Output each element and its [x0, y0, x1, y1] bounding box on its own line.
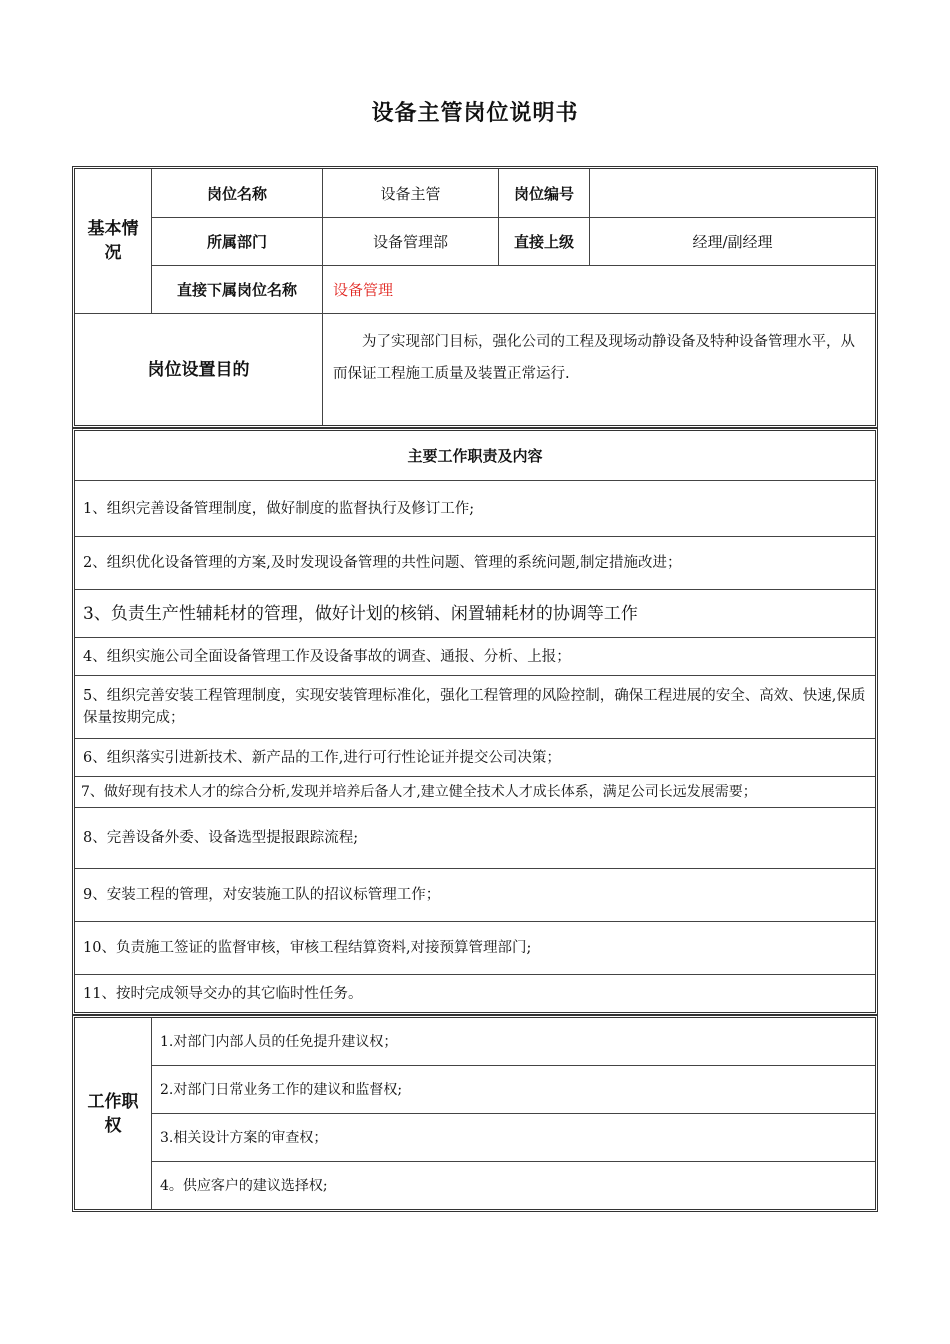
basic-section-label-text: 基本情况: [87, 219, 139, 263]
department-label: 所属部门: [152, 218, 323, 266]
duty-item: 7、做好现有技术人才的综合分析,发现并培养后备人才,建立健全技术人才成长体系，满足公司长远发展需要；: [75, 777, 875, 808]
subordinate-label: 直接下属岗位名称: [152, 266, 323, 314]
duty-item: 4、组织实施公司全面设备管理工作及设备事故的调查、通报、分析、上报；: [75, 638, 875, 676]
duties-header: 主要工作职责及内容: [75, 431, 875, 481]
purpose-label: 岗位设置目的: [75, 314, 323, 425]
position-name-value: 设备主管: [323, 169, 499, 218]
subordinate-value: 设备管理: [323, 266, 875, 314]
superior-label: 直接上级: [499, 218, 590, 266]
duties-table: [72, 428, 878, 1015]
department-value: 设备管理部: [323, 218, 499, 266]
duty-item: 2、组织优化设备管理的方案,及时发现设备管理的共性问题、管理的系统问题,制定措施改进；: [75, 537, 875, 590]
duty-item: 11、按时完成领导交办的其它临时性任务。: [83, 985, 363, 1002]
authority-label-text: 工作职权: [87, 1091, 139, 1136]
position-no-value: [590, 169, 875, 218]
authority-item: 4。供应客户的建议选择权;: [160, 1177, 328, 1194]
duty-item: 3、负责生产性辅耗材的管理，做好计划的核销、闲置辅耗材的协调等工作: [75, 590, 875, 638]
position-name-label: 岗位名称: [152, 169, 323, 218]
authority-item: 3.相关设计方案的审查权；: [152, 1114, 875, 1162]
duty-item: 8、完善设备外委、设备选型提报跟踪流程;: [75, 808, 875, 869]
duty-item: 10、负责施工签证的监督审核，审核工程结算资料,对接预算管理部门;: [75, 922, 875, 975]
duty-item: 6、组织落实引进新技术、新产品的工作,进行可行性论证并提交公司决策；: [75, 739, 875, 777]
purpose-text: 为了实现部门目标，强化公司的工程及现场动静设备及特种设备管理水平，从而保证工程施工质量及装置正常运行.: [333, 334, 855, 382]
duty-item: 9、安装工程的管理，对安装施工队的招议标管理工作；: [75, 869, 875, 922]
duty-item: 5、组织完善安装工程管理制度，实现安装管理标准化，强化工程管理的风险控制，确保工程进展的安全、高效、快速,保质保量按期完成；: [75, 676, 875, 739]
authority-item: 2.对部门日常业务工作的建议和监督权;: [152, 1066, 875, 1114]
basic-info-table: [72, 166, 878, 428]
duty-item: 1、组织完善设备管理制度，做好制度的监督执行及修订工作;: [75, 481, 875, 537]
authority-table: [72, 1015, 878, 1212]
position-no-label: 岗位编号: [499, 169, 590, 218]
superior-value: 经理/副经理: [590, 218, 875, 266]
page-title: 设备主管岗位说明书: [371, 101, 579, 126]
authority-label: [75, 1018, 152, 1209]
basic-section-label: [75, 169, 152, 314]
authority-item: 1.对部门内部人员的任免提升建议权；: [152, 1018, 875, 1066]
